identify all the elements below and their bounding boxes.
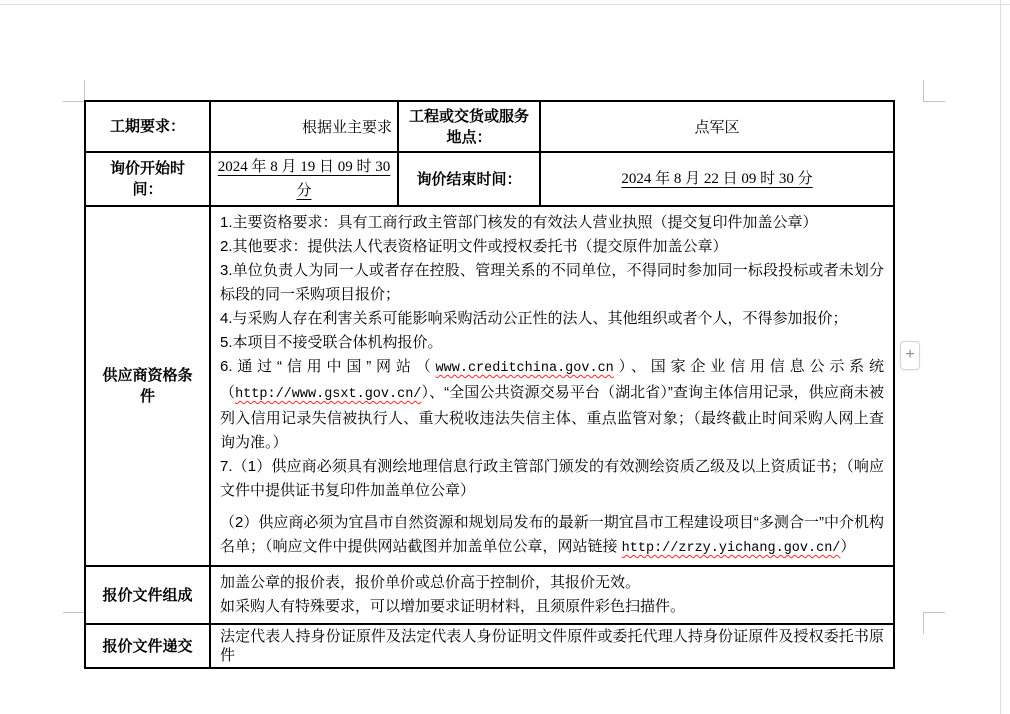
- value-quotation-composition[interactable]: [210, 566, 894, 624]
- composition-line: 如采购人有特殊要求，可以增加要求证明材料，且须原件彩色扫描件。: [220, 598, 686, 615]
- table-row-quotation-submission: [85, 624, 894, 668]
- qualification-paragraph: [220, 211, 884, 235]
- insert-plus-button[interactable]: +: [900, 341, 920, 370]
- qualification-paragraph: [220, 455, 884, 503]
- qualification-paragraph: [220, 259, 884, 307]
- text-run: 5.本项目不接受联合体机构报价。: [220, 334, 443, 351]
- label-inquiry-end-time[interactable]: 询价结束时间：: [398, 152, 540, 206]
- text-run: ）、国家企业信用信息公示系统（: [220, 358, 884, 401]
- value-supplier-qualification[interactable]: [210, 206, 894, 566]
- value-inquiry-end-time[interactable]: 2024 年 8 月 22 日 09 时 30 分: [540, 152, 894, 206]
- text-run: 7.（1）供应商必须具有测绘地理信息行政主管部门颁发的有效测绘资质乙级及以上资质证书；（响应文件中提供证书复印件加盖单位公章）: [220, 458, 884, 499]
- value-construction-period[interactable]: 根据业主要求: [210, 101, 398, 152]
- url-text: www.creditchina.gov.cn: [435, 361, 614, 376]
- margin-crop-mark-top-left: [63, 80, 85, 102]
- table-row-quotation-composition: [85, 566, 894, 624]
- url-text: http://www.gsxt.gov.cn/: [235, 387, 422, 402]
- text-run: ）、“全国公共资源交易平台（湖北省）”查询主体信用记录，供应商未被列入信用记录失信被执行人、重大税收违法失信主体、重点监管对象；（最终截止时间采购人网上查询为准。）: [220, 384, 884, 451]
- inquiry-info-table: [84, 100, 895, 669]
- label-supplier-qualification[interactable]: 供应商资格条件: [85, 206, 210, 566]
- text-run: 4.与采购人存在利害关系可能影响采购活动公正性的法人、其他组织或者个人，不得参加报价；: [220, 310, 848, 327]
- text-run: 1.主要资格要求：具有工商行政主管部门核发的有效法人营业执照（提交复印件加盖公章）: [220, 214, 818, 231]
- label-quotation-submission[interactable]: 报价文件递交: [85, 624, 210, 668]
- text-run: 2.其他要求：提供法人代表资格证明文件或授权委托书（提交原件加盖公章）: [220, 238, 728, 255]
- table-row-inquiry-times: [85, 152, 894, 206]
- label-construction-period[interactable]: 工期要求：: [85, 101, 210, 152]
- text-run: ）: [840, 538, 856, 555]
- composition-line: 加盖公章的报价表，报价单价或总价高于控制价，其报价无效。: [220, 574, 641, 591]
- label-delivery-location[interactable]: 工程或交货或服务地点：: [398, 101, 540, 152]
- qualification-paragraph: [220, 355, 884, 455]
- value-inquiry-start-time[interactable]: 2024 年 8 月 19 日 09 时 30 分: [210, 152, 398, 206]
- label-quotation-composition[interactable]: 报价文件组成: [85, 566, 210, 624]
- table-row-period-location: [85, 101, 894, 152]
- margin-crop-mark-bottom-left: [63, 612, 85, 634]
- text-run: 6.通过“信用中国”网站（: [220, 358, 436, 375]
- text-run: 3.单位负责人为同一人或者存在控股、管理关系的不同单位，不得同时参加同一标段投标或者未划分标段的同一采购项目报价；: [220, 262, 884, 303]
- url-text: http://zrzy.yichang.gov.cn/: [621, 541, 841, 556]
- page-top-edge-line: [0, 4, 1010, 5]
- qualification-paragraph: [220, 511, 884, 561]
- qualification-paragraph: [220, 331, 884, 355]
- qualification-paragraph: [220, 307, 884, 331]
- text-run: （2）供应商必须为宜昌市自然资源和规划局发布的最新一期宜昌市工程建设项目“多测合一”中介机构名单；（响应文件中提供网站截图并加盖单位公章，网站链接: [220, 514, 884, 555]
- qualification-paragraph: [220, 235, 884, 259]
- margin-crop-mark-top-right: [923, 80, 945, 102]
- value-delivery-location[interactable]: 点军区: [540, 101, 894, 152]
- page-right-edge-line: [1000, 0, 1001, 714]
- table-row-supplier-qualification: [85, 206, 894, 566]
- value-quotation-submission[interactable]: 法定代表人持身份证原件及法定代表人身份证明文件原件或委托代理人持身份证原件及授权委托书原件: [210, 624, 894, 668]
- margin-crop-mark-bottom-right: [923, 612, 945, 634]
- label-inquiry-start-time[interactable]: 询价开始时间：: [85, 152, 210, 206]
